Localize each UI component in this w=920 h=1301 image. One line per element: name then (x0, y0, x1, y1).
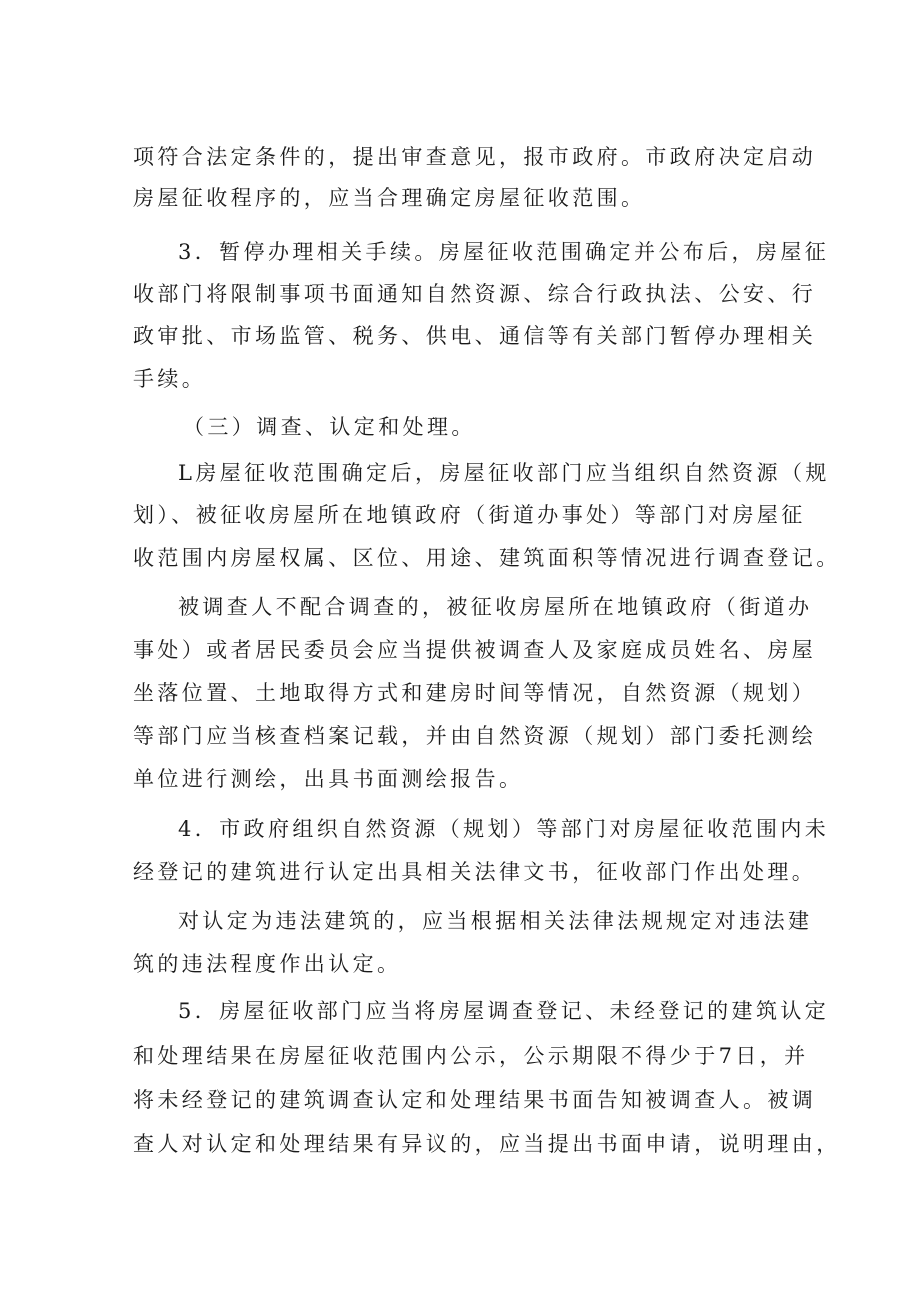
text-line-10: 收范围内房屋权属、区位、用途、建筑面积等情况进行调查登记。 (133, 546, 841, 570)
text-line-22: 将未经登记的建筑调查认定和处理结果书面告知被调查人。被调 (133, 1088, 817, 1112)
text-line-5: 政审批、市场监管、税务、供电、通信等有关部门暂停办理相关 (133, 324, 817, 348)
text-line-14: 等部门应当核查档案记载，并由自然资源（规划）部门委托测绘 (133, 724, 817, 748)
text-line-13: 坐落位置、土地取得方式和建房时间等情况，自然资源（规划） (133, 681, 817, 705)
text-line-18: 对认定为违法建筑的，应当根据相关法律法规规定对违法建 (178, 909, 813, 933)
text-line-11: 被调查人不配合调查的，被征收房屋所在地镇政府（街道办 (178, 595, 813, 619)
text-line-12: 事处）或者居民委员会应当提供被调查人及家庭成员姓名、房屋 (133, 638, 817, 662)
text-line-15: 单位进行测绘，出具书面测绘报告。 (133, 767, 524, 791)
section-heading: （三）调查、认定和处理。 (183, 415, 476, 439)
text-line-16: 4．市政府组织自然资源（规划）等部门对房屋征收范围内未 (178, 817, 830, 841)
text-line-23: 查人对认定和处理结果有异议的，应当提出书面申请，说明理由， (133, 1132, 841, 1156)
text-line-8: L房屋征收范围确定后，房屋征收部门应当组织自然资源（规 (178, 461, 830, 485)
text-line-1: 项符合法定条件的，提出审查意见，报市政府。市政府决定启动 (133, 145, 817, 169)
text-line-3: 3．暂停办理相关手续。房屋征收范围确定并公布后，房屋征 (178, 240, 830, 264)
text-line-4: 收部门将限制事项书面通知自然资源、综合行政执法、公安、行 (133, 282, 817, 306)
text-line-21: 和处理结果在房屋征收范围内公示，公示期限不得少于7日，并 (133, 1044, 809, 1068)
text-line-17: 经登记的建筑进行认定出具相关法律文书，征收部门作出处理。 (133, 860, 817, 884)
text-line-9: 划）、被征收房屋所在地镇政府（街道办事处）等部门对房屋征 (133, 503, 806, 527)
text-line-19: 筑的违法程度作出认定。 (133, 952, 402, 976)
text-line-2: 房屋征收程序的，应当合理确定房屋征收范围。 (133, 186, 646, 210)
text-line-6: 手续。 (133, 367, 207, 391)
text-line-20: 5．房屋征收部门应当将房屋调查登记、未经登记的建筑认定 (178, 999, 830, 1023)
